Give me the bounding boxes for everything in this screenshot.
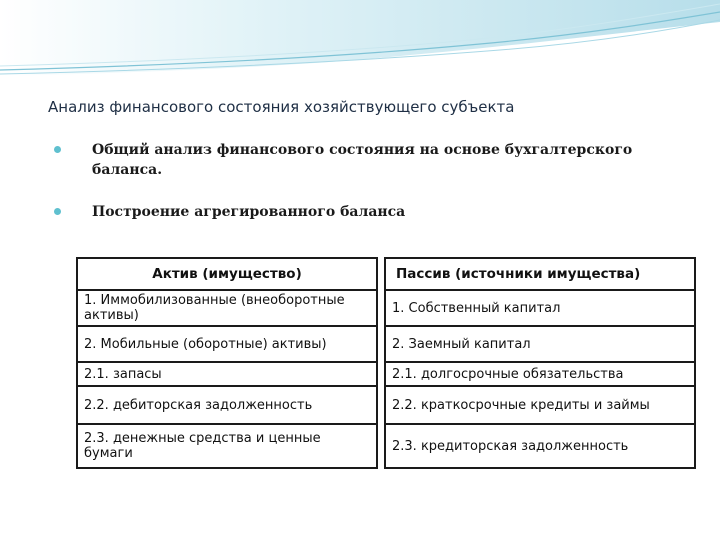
table-header-row	[77, 258, 695, 290]
column-gap	[377, 386, 385, 424]
liability-cell: 1. Собственный капитал	[385, 290, 695, 326]
bullet-list	[50, 140, 690, 244]
table-row	[77, 362, 695, 386]
column-gap	[377, 362, 385, 386]
asset-cell: 2.2. дебиторская задолженность	[77, 386, 377, 424]
liability-cell: 2. Заемный капитал	[385, 326, 695, 362]
asset-cell: 2. Мобильные (оборотные) активы)	[77, 326, 377, 362]
table-row	[77, 326, 695, 362]
column-gap	[377, 258, 385, 290]
bullet-dot-icon	[54, 208, 61, 215]
bullet-text: Построение агрегированного баланса	[92, 204, 406, 220]
table-row	[77, 424, 695, 468]
header-liabilities: Пассив (источники имущества)	[385, 258, 695, 290]
header-assets: Актив (имущество)	[77, 258, 377, 290]
bullet-dot-icon	[54, 146, 61, 153]
bullet-item	[50, 140, 690, 180]
column-gap	[377, 290, 385, 326]
table-row	[77, 290, 695, 326]
liability-cell: 2.3. кредиторская задолженность	[385, 424, 695, 468]
asset-cell: 2.3. денежные средства и ценные бумаги	[77, 424, 377, 468]
column-gap	[377, 424, 385, 468]
column-gap	[377, 326, 385, 362]
slide-title: Анализ финансового состояния хозяйствующего субъекта	[48, 98, 515, 116]
table-row	[77, 386, 695, 424]
aggregated-balance-table	[76, 257, 696, 469]
bullet-item	[50, 202, 690, 222]
asset-cell: 2.1. запасы	[77, 362, 377, 386]
liability-cell: 2.1. долгосрочные обязательства	[385, 362, 695, 386]
liability-cell: 2.2. краткосрочные кредиты и займы	[385, 386, 695, 424]
bullet-text: Общий анализ финансового состояния на основе бухгалтерского баланса.	[92, 142, 633, 178]
header-wave-decoration	[0, 0, 720, 80]
asset-cell: 1. Иммобилизованные (внеоборотные активы)	[77, 290, 377, 326]
